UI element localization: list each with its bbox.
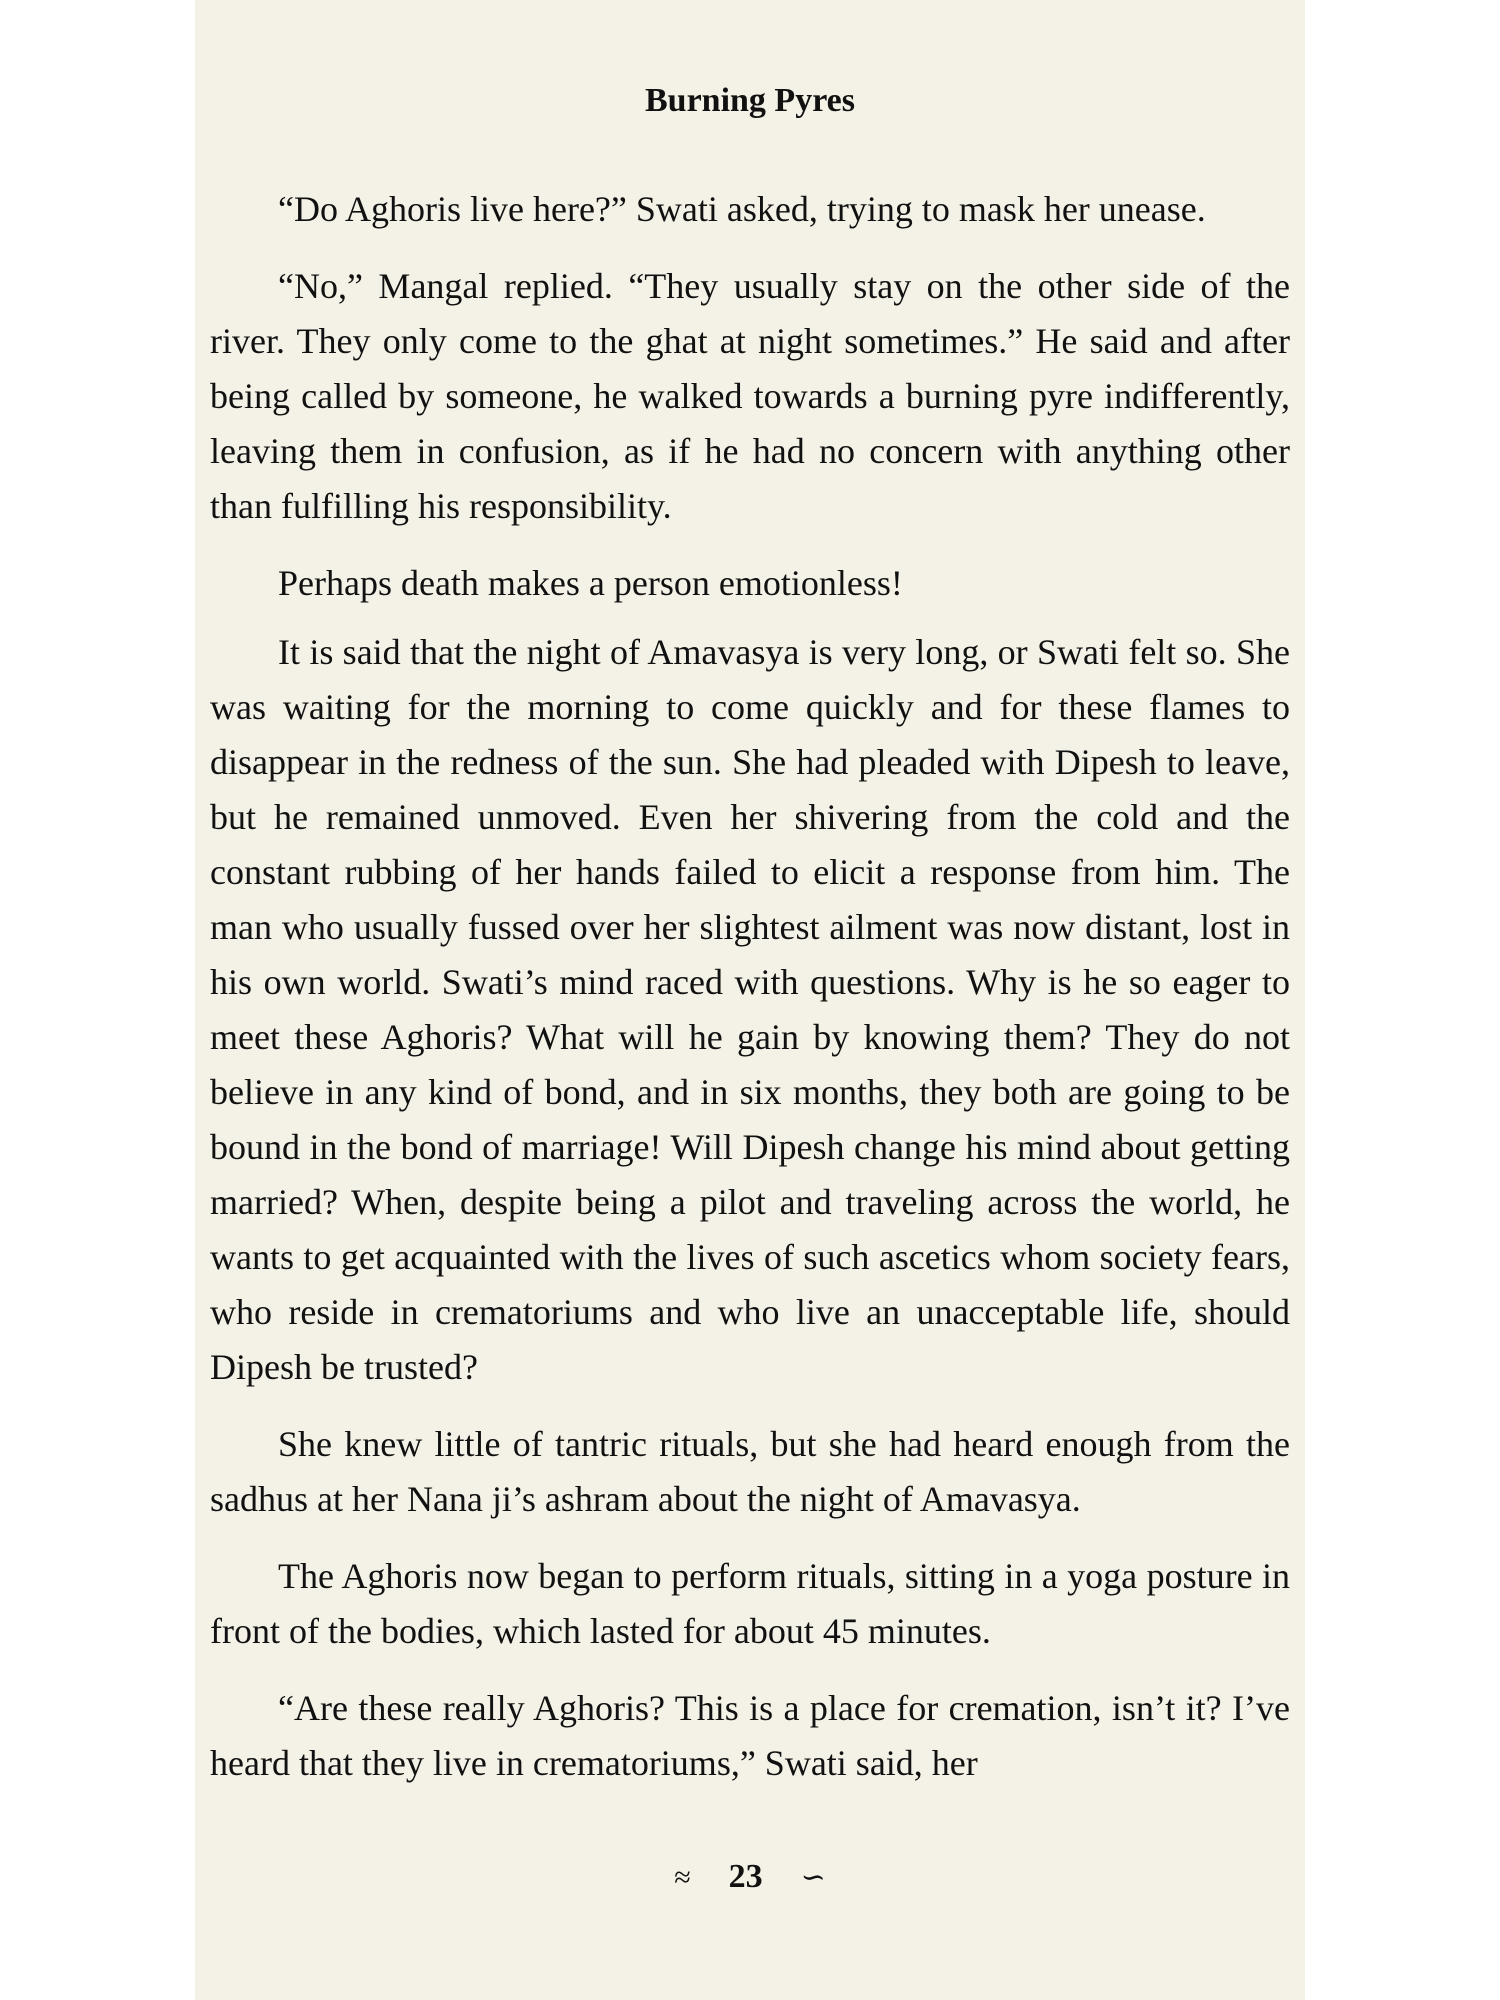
- paragraph-7: “Are these really Aghoris? This is a place for cremation, isn’t it? I’ve heard that they live in crematoriums,” Swati said, her: [210, 1688, 1290, 1783]
- body-text: [210, 182, 1290, 1813]
- paragraph-3: Perhaps death makes a person emotionless!: [278, 563, 903, 603]
- paragraph-5: She knew little of tantric rituals, but she had heard enough from the sadhus at her Nana ji’s ashram about the night of Amavasya.: [210, 1424, 1290, 1519]
- page-footer: [195, 1858, 1305, 1896]
- paragraph-6: The Aghoris now began to perform rituals, sitting in a yoga posture in front of the bodies, which lasted for about 45 minutes.: [210, 1556, 1290, 1651]
- page-number: 23: [728, 1858, 763, 1895]
- running-header: Burning Pyres: [644, 82, 855, 119]
- paragraph-1: “Do Aghoris live here?” Swati asked, trying to mask her unease.: [278, 189, 1206, 229]
- paragraph-4: It is said that the night of Amavasya is very long, or Swati felt so. She was waiting for the morning to come quickly and for these flames to disappear in the redness of the sun. She had pleaded with Dipesh to leave, but he remained unmoved. Even her shivering from the cold and the constant rubbing of her hands failed to elicit a response from him. The man who usually fussed over her slightest ailment was now distant, lost in his own world. Swati’s mind raced with questions. Why is he so eager to meet these Aghoris? What will he gain by knowing them? They do not believe in any kind of bond, and in six months, they both are going to be bound in the bond of marriage! Will Dipesh change his mind about getting married? When, despite being a pilot and traveling across the world, he wants to get acquainted with the lives of such ascetics whom society fears, who reside in crematoriums and who live an unacceptable life, should Dipesh be trusted?: [210, 632, 1290, 1387]
- left-ornament-icon: ≈: [674, 1861, 691, 1894]
- right-ornament-icon: ∽: [800, 1861, 826, 1894]
- paragraph-2: “No,” Mangal replied. “They usually stay on the other side of the river. They only come to the ghat at night sometimes.” He said and after being called by someone, he walked towards a burning pyre indifferently, leaving them in confusion, as if he had no concern with anything other than fulfilling his responsibility.: [210, 266, 1290, 526]
- book-page: [195, 0, 1305, 2000]
